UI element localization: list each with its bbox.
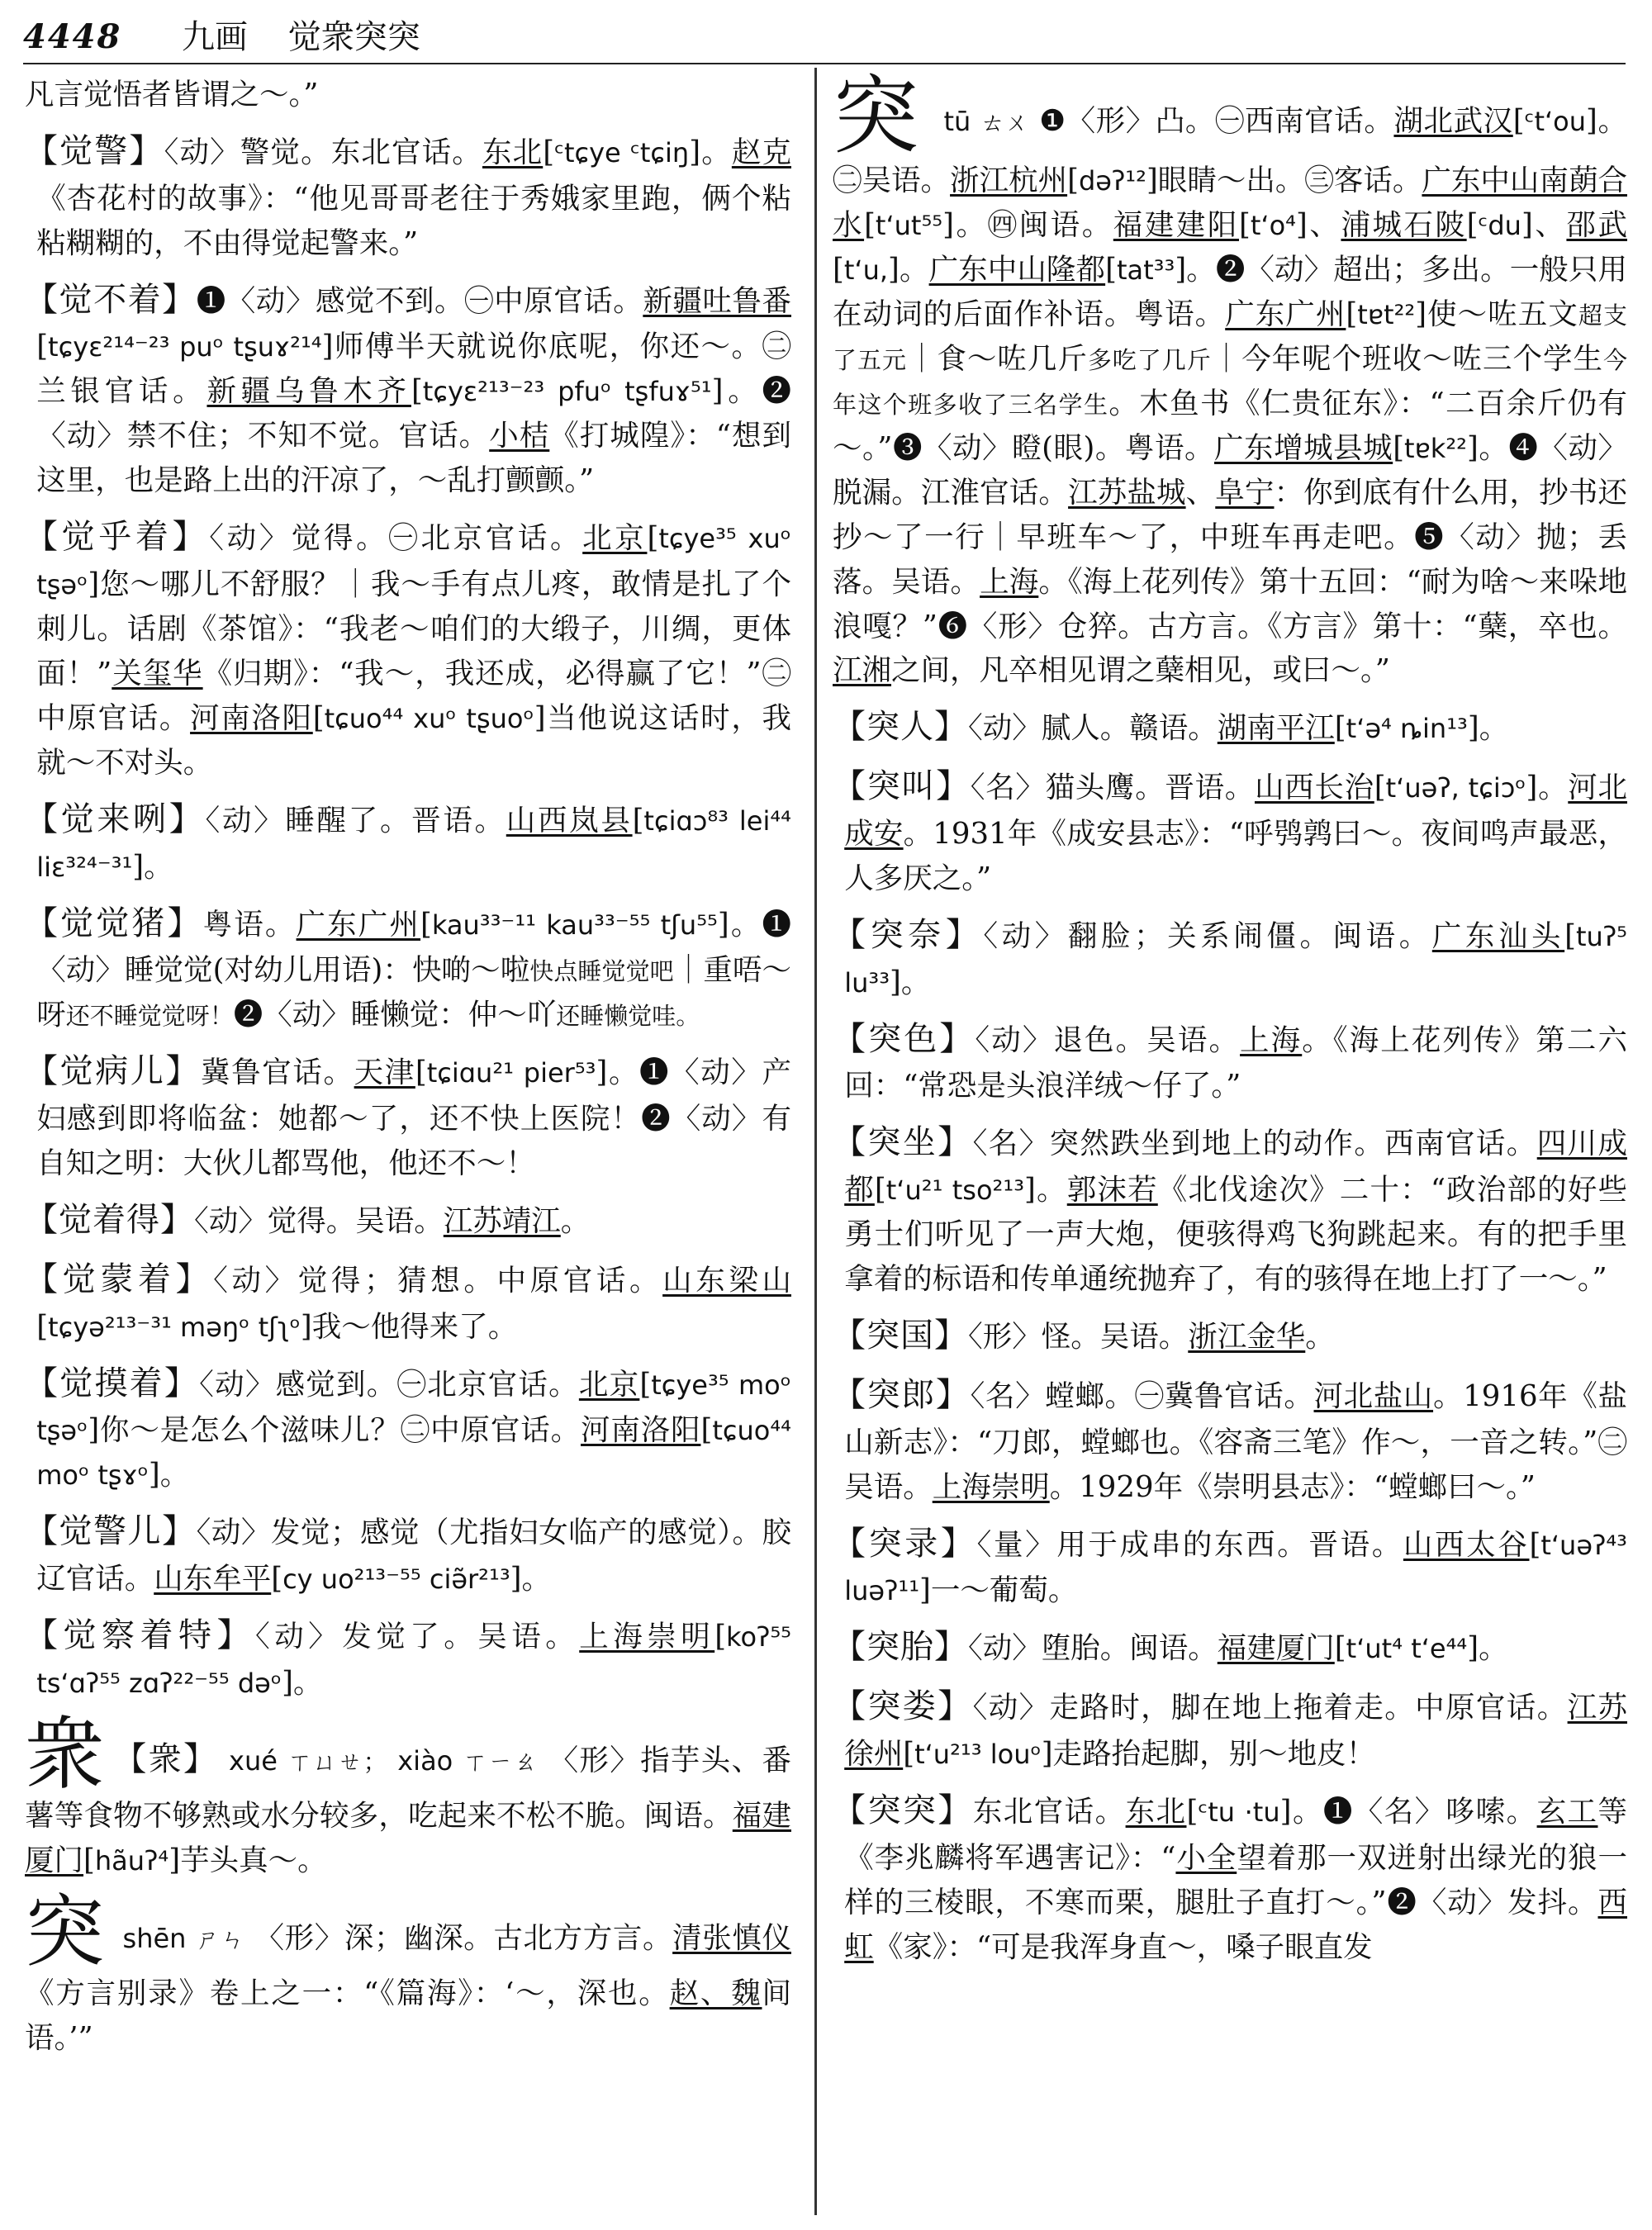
place-name: 江湘 — [833, 653, 892, 688]
entry: 【觉摸着】〈动〉感觉到。㊀北京官话。北京[tɕye³⁵ moᵒ tʂəᵒ]你～是怎么个滋味儿？㊁中原官话。河南洛阳[tɕuo⁴⁴ moᵒ tʂɤᵒ]。 — [25, 1364, 791, 1492]
author-name: 玄工 — [1536, 1794, 1598, 1829]
place-name: 江苏靖江 — [443, 1203, 561, 1238]
author-name: 清张慎仪 — [672, 1920, 791, 1955]
author-name: 小全 — [1175, 1840, 1237, 1875]
pronunciation: hãuʔ⁴ — [94, 1844, 169, 1877]
pronunciation: tʻut⁵⁵ — [875, 209, 943, 241]
place-name: 东北 — [1125, 1794, 1187, 1829]
headword: 【突坐】 — [833, 1123, 973, 1162]
pronunciation: tʻuəʔ, tɕiɔᵒ — [1385, 772, 1526, 804]
pronunciation: tʻut⁴ tʻe⁴⁴ — [1346, 1633, 1468, 1665]
place-name: 东北 — [482, 135, 544, 169]
entry: 【觉不着】❶〈动〉感觉不到。㊀中原官话。新疆吐鲁番[tɕyɛ²¹⁴⁻²³ puᵒ tʂuɤ²¹⁴]师傅半天就说你底呢，你还～。㊁兰银官话。新疆乌鲁木齐[tɕyɛ²¹³⁻²³ pfuᵒ tʂfuɤ⁵¹]。❷〈动〉禁不住；不知不觉。官话。小桔《打城隍》：“想到这里，也是路上出的汗凉了，～乱打颤颤。” — [25, 280, 791, 498]
headword: 【突突】 — [833, 1791, 973, 1829]
place-name: 河北成安 — [844, 771, 1627, 852]
place-name: 广东中山南蓢合水 — [833, 164, 1627, 242]
headword: 【突录】 — [833, 1524, 977, 1563]
entry: 【突录】〈量〉用于成串的东西。晋语。山西太谷[tʻuəʔ⁴³ luəʔ¹¹]一～葡萄。 — [833, 1524, 1627, 1608]
author-name: 关玺华 — [112, 656, 203, 690]
place-name: 浦城石陂 — [1341, 207, 1467, 242]
headword: 【突娄】 — [833, 1687, 973, 1726]
pronunciation: tat³³ — [1116, 254, 1175, 286]
character-entry: 突 tū ㄊㄨ ❶〈形〉凸。㊀西南官话。湖北武汉[ᶜtʻou]。㊁吴语。浙江杭州[dəʔ¹²]眼睛～出。㊂客话。广东中山南蓢合水[tʻut⁵⁵]。㊃闽语。福建建阳[tʻo⁴]、浦城石陂[ᶜdu]、邵武[tʻu,]。广东中山隆都[tat³³]。❷〈动〉超出；多出。一般只用在动词的后面作补语。粤语。广东广州[tɐt²²]使～咗五文超支了五元｜食～咗几斤多吃了几斤｜今年呢个班收～咗三个学生今年这个班多收了三名学生。木鱼书《仁贵征东》：“二百余斤仍有～。”❸〈动〉瞪(眼)。粤语。广东增城县城[tɐk²²]。❹〈动〉脱漏。江淮官话。江苏盐城、阜宁：你到底有什么用，抄书还抄～了一行｜早班车～了，中班车再走吧。❺〈动〉抛；丢落。吴语。上海。《海上花列传》第十五回：“耐为啥～来哚地浪嘎？”❻〈形〉仓猝。古方言。《方言》第十：“蘖，卒也。江湘之间，凡卒相见谓之蘖相见，或曰～。” — [833, 65, 1627, 688]
place-name: 浙江杭州 — [950, 164, 1068, 197]
place-name: 湖北武汉 — [1393, 104, 1513, 138]
headword: 【觉察着特】 — [25, 1616, 255, 1654]
right-column — [833, 65, 1627, 1979]
place-name: 新疆吐鲁番 — [643, 283, 791, 318]
gloss: 超支了五元 — [833, 301, 1627, 374]
place-name: 河北盐山 — [1313, 1378, 1434, 1413]
gloss: 快点睡觉觉吧 — [529, 957, 674, 986]
place-name: 山东梁山 — [662, 1263, 791, 1298]
entry: 【觉察着特】〈动〉发觉了。吴语。上海崇明[koʔ⁵⁵ tsʻɑʔ⁵⁵ zɑʔ²²⁻⁵⁵ dəᵒ]。 — [25, 1616, 791, 1700]
place-name: 赵、魏 — [669, 1976, 762, 2010]
headword: 【觉摸着】 — [25, 1364, 200, 1402]
gloss: 今年这个班多收了三名学生 — [833, 345, 1627, 419]
gloss: 还睡懒觉哇。 — [556, 1002, 700, 1031]
gloss: 还不睡觉觉呀！ — [65, 1002, 234, 1031]
entry: 【突人】〈动〉腻人。赣语。湖南平江[tʻə⁴ ȵin¹³]。 — [833, 708, 1509, 747]
zhuyin: ㄒㄩㄝ； — [287, 1747, 387, 1776]
author-name: 郭沫若 — [1066, 1173, 1158, 1208]
gloss: 多吃了几斤 — [1087, 345, 1212, 374]
headword: 【觉着得】 — [25, 1200, 194, 1239]
pronunciation: ᶜtɕye ᶜtɕiŋ — [554, 136, 690, 168]
pronunciation: ᶜtu ·tu — [1198, 1796, 1280, 1828]
character-entry: 突 shēn ㄕㄣ 〈形〉深；幽深。古北方方言。清张慎仪《方言别录》卷上之一：“《篇海》：‘～，深也。赵、魏间语。’” — [25, 1885, 791, 2055]
headword: 【觉不着】 — [25, 280, 197, 319]
headword: 【突奈】 — [833, 915, 984, 954]
place-name: 天津 — [354, 1056, 415, 1090]
headword: 【觉觉猪】 — [25, 904, 203, 942]
pronunciation: tɕyɛ²¹⁴⁻²³ puᵒ tʂuɤ²¹⁴ — [48, 331, 322, 363]
entry: 【觉乎着】〈动〉觉得。㊀北京官话。北京[tɕye³⁵ xuᵒ tʂəᵒ]您～哪儿不舒服？｜我～手有点儿疼，敢情是扎了个刺儿。话剧《茶馆》：“我老～咱们的大缎子，川绸，更体面！”关玺华《归期》：“我～，我还成，必得赢了它！”㊁中原官话。河南洛阳[tɕuo⁴⁴ xuᵒ tʂuoᵒ]当他说这话时，我就～不对头。 — [25, 518, 791, 780]
place-name: 山西岚县 — [506, 803, 633, 837]
pronunciation: tɕye³⁵ xuᵒ tʂəᵒ — [36, 523, 791, 601]
entry: 【突坐】〈名〉突然跌坐到地上的动作。西南官话。四川成都[tʻu²¹ tso²¹³]。郭沫若《北伐途次》二十：“政治部的好些勇士们听见了一声大炮，便骇得鸡飞狗跳起来。有的把手里拿着的标语和传单通统抛弃了，有的骇得在地上打了一～。” — [833, 1123, 1627, 1297]
headword: 【突国】 — [833, 1317, 968, 1355]
entry: 【觉蒙着】〈动〉觉得；猜想。中原官话。山东梁山[tɕyə²¹³⁻³¹ məŋᵒ tʃʅᵒ]我～他得来了。 — [25, 1260, 791, 1344]
headword: 【突色】 — [833, 1019, 976, 1058]
place-name: 上海 — [1240, 1022, 1303, 1057]
zhuyin: ㄕㄣ — [196, 1924, 245, 1953]
place-name: 福建建阳 — [1113, 207, 1239, 242]
header-characters: 觉衆突突 — [287, 18, 420, 56]
place-name: 阜宁 — [1215, 475, 1275, 510]
pronunciation: tʻuəʔ⁴³ luəʔ¹¹ — [844, 1529, 1627, 1607]
head-character: 突 — [833, 65, 919, 166]
stroke-section: 九画 — [182, 18, 249, 56]
headword: 【突人】 — [833, 708, 968, 747]
place-name: 上海崇明 — [579, 1619, 715, 1654]
place-name: 四川成都 — [844, 1127, 1627, 1208]
headword: 【觉病儿】 — [25, 1052, 202, 1091]
page-header — [23, 12, 1626, 64]
pronunciation: tʻu²¹ tso²¹³ — [885, 1174, 1025, 1207]
entry: 【突突】东北官话。东北[ᶜtu ·tu]。❶〈名〉哆嗦。玄工等《李兆麟将军遇害记》：“小全望着那一双迸射出绿光的狼一样的三棱眼，不寒而栗，腿肚子直打～。”❷〈动〉发抖。西虹《家》：“可是我浑身直～，嗓子眼直发 — [833, 1791, 1627, 1964]
place-name: 山西长治 — [1254, 771, 1374, 805]
headword: 【突郎】 — [833, 1375, 971, 1414]
place-name: 山西太谷 — [1403, 1527, 1530, 1562]
headword: 【觉乎着】 — [25, 518, 210, 557]
place-name: 广东广州 — [296, 907, 421, 942]
headword: 【觉蒙着】 — [25, 1260, 214, 1298]
page-number: 4448 — [23, 17, 122, 56]
pronunciation: tʻo⁴ — [1250, 209, 1296, 241]
place-name: 浙江金华 — [1188, 1320, 1306, 1355]
pinyin: xué — [229, 1744, 278, 1777]
pronunciation: tɕiɑu²¹ pier⁵³ — [426, 1057, 596, 1089]
headword: 【觉来咧】 — [25, 799, 206, 838]
entry: 【觉来咧】〈动〉睡醒了。晋语。山西岚县[tɕiɑɔ⁸³ lei⁴⁴ liɛ³²⁴⁻³¹]。 — [25, 799, 791, 884]
pronunciation: tʻu²¹³ louᵒ — [914, 1738, 1042, 1770]
place-name: 邵武 — [1566, 207, 1627, 242]
entry: 【突色】〈动〉退色。吴语。上海。《海上花列传》第二六回：“常恐是头浪洋绒～仔了。” — [833, 1019, 1627, 1103]
head-character: 突 — [25, 1885, 105, 1978]
pronunciation: kau³³⁻¹¹ kau³³⁻⁵⁵ tʃu⁵⁵ — [431, 909, 718, 941]
place-name: 广东增城县城 — [1214, 430, 1393, 465]
entry: 【觉着得】〈动〉觉得。吴语。江苏靖江。 — [25, 1200, 591, 1239]
character-entry: 衆 【衆】 xué ㄒㄩㄝ； xiào ㄒㄧㄠ 〈形〉指芋头、番薯等食物不够熟或水分较多，吃起来不松不脆。闽语。福建厦门[hãuʔ⁴]芋头真～。 — [25, 1707, 791, 1877]
headword: 【觉警儿】 — [25, 1512, 197, 1551]
place-name: 湖南平江 — [1217, 711, 1335, 746]
pronunciation: tʻə⁴ ȵin¹³ — [1346, 713, 1468, 745]
pronunciation: ᶜdu — [1478, 209, 1521, 241]
pronunciation: tɐk²² — [1404, 432, 1467, 464]
pronunciation: tɕiɑɔ⁸³ lei⁴⁴ liɛ³²⁴⁻³¹ — [36, 804, 791, 883]
entry: 【觉警儿】〈动〉发觉；感觉（尤指妇女临产的感觉）。胶辽官话。山东牟平[cy uo²¹³⁻⁵⁵ ciə̃r²¹³]。 — [25, 1512, 791, 1597]
headword: 【突叫】 — [833, 767, 971, 806]
pronunciation: koʔ⁵⁵ tsʻɑʔ⁵⁵ zɑʔ²²⁻⁵⁵ dəᵒ — [36, 1620, 791, 1699]
left-column — [25, 73, 791, 2070]
place-name: 江苏徐州 — [844, 1691, 1627, 1771]
place-name: 山东牟平 — [154, 1562, 272, 1597]
place-name: 广东中山隆都 — [928, 252, 1106, 287]
entry: 【觉觉猪】粤语。广东广州[kau³³⁻¹¹ kau³³⁻⁵⁵ tʃu⁵⁵]。❶〈动〉睡觉觉(对幼儿用语)：快啲～啦快点睡觉觉吧｜重唔～呀还不睡觉觉呀！❷〈动〉睡懒觉：仲～吖还睡懒觉哇。 — [25, 904, 791, 1032]
pronunciation: tɕuo⁴⁴ xuᵒ tʂuoᵒ — [324, 702, 534, 734]
place-name: 广东汕头 — [1431, 918, 1565, 953]
author-name: 赵克 — [731, 135, 791, 169]
place-name: 福建厦门 — [1217, 1631, 1335, 1666]
zhuyin: ㄒㄧㄠ — [463, 1747, 539, 1776]
pronunciation: ᶜtʻou — [1524, 106, 1587, 137]
place-name: 江苏盐城 — [1068, 475, 1186, 510]
entry: 【突叫】〈名〉猫头鹰。晋语。山西长治[tʻuəʔ, tɕiɔᵒ]。河北成安。1931年《成安县志》：“呼鸮鹑曰～。夜间鸣声最恶，人多厌之。” — [833, 767, 1627, 895]
entry: 【觉病儿】冀鲁官话。天津[tɕiɑu²¹ pier⁵³]。❶〈动〉产妇感到即将临盆：她都～了，还不快上医院！❷〈动〉有自知之明：大伙儿都骂他，他还不～！ — [25, 1052, 791, 1181]
entry: 【突国】〈形〉怪。吴语。浙江金华。 — [833, 1317, 1335, 1355]
entry: 【突娄】〈动〉走路时，脚在地上拖着走。中原官话。江苏徐州[tʻu²¹³ louᵒ]走路抬起脚，别～地皮！ — [833, 1687, 1627, 1771]
author-name: 小桔 — [489, 419, 550, 453]
pronunciation: tɐt²² — [1357, 298, 1416, 330]
headword: 【觉警】 — [25, 131, 164, 170]
pronunciation: cy uo²¹³⁻⁵⁵ ciə̃r²¹³ — [282, 1563, 510, 1596]
pronunciation: tɕyɛ²¹³⁻²³ pfuᵒ tʂfuɤ⁵¹ — [422, 376, 712, 408]
variant-form: 【衆】 — [113, 1739, 219, 1778]
pronunciation: tʻu, — [843, 254, 889, 286]
headword: 【突胎】 — [833, 1628, 968, 1667]
place-name: 河南洛阳 — [190, 700, 313, 735]
place-name: 上海 — [980, 564, 1039, 599]
pinyin: tū — [943, 106, 971, 137]
place-name: 上海崇明 — [932, 1469, 1050, 1504]
place-name: 新疆乌鲁木齐 — [206, 374, 411, 409]
place-name: 福建厦门 — [25, 1798, 791, 1877]
pronunciation: tɕuo⁴⁴ moᵒ tʂɤᵒ — [36, 1415, 791, 1492]
entry: 【突胎】〈动〉堕胎。闽语。福建厦门[tʻut⁴ tʻe⁴⁴]。 — [833, 1628, 1508, 1667]
place-name: 广东广州 — [1225, 297, 1346, 331]
entry: 【觉警】〈动〉警觉。东北官话。东北[ᶜtɕye ᶜtɕiŋ]。赵克《杏花村的故事》：“他见哥哥老往于秀娥家里跑，俩个粘粘糊糊的，不由得觉起警来。” — [25, 131, 791, 260]
place-name: 北京 — [582, 521, 648, 556]
place-name: 北京 — [578, 1367, 640, 1402]
head-character: 衆 — [25, 1707, 106, 1801]
zhuyin: ㄊㄨ — [980, 108, 1030, 136]
pinyin: shēn — [122, 1922, 187, 1954]
pronunciation: tɕyə²¹³⁻³¹ məŋᵒ tʃʅᵒ — [48, 1311, 301, 1343]
pronunciation: dəʔ¹² — [1078, 165, 1146, 197]
place-name: 河南洛阳 — [580, 1413, 701, 1448]
author-name: 西虹 — [844, 1885, 1627, 1964]
pinyin: xiào — [397, 1744, 453, 1777]
column-divider — [814, 68, 817, 2215]
entry: 【突郎】〈名〉螳螂。㊀冀鲁官话。河北盐山。1916年《盐山新志》：“刀郎，螳螂也。《容斋三笔》作～，一音之转。”㊁吴语。上海崇明。1929年《崇明县志》：“螳螂曰～。” — [833, 1375, 1627, 1504]
continued-text: 凡言觉悟者皆谓之～。” — [25, 78, 319, 112]
pronunciation: tuʔ⁵ lu³³ — [844, 920, 1627, 999]
pronunciation: tɕye³⁵ moᵒ tʂəᵒ — [36, 1369, 791, 1447]
entry: 【突奈】〈动〉翻脸；关系闹僵。闽语。广东汕头[tuʔ⁵ lu³³]。 — [833, 915, 1627, 999]
